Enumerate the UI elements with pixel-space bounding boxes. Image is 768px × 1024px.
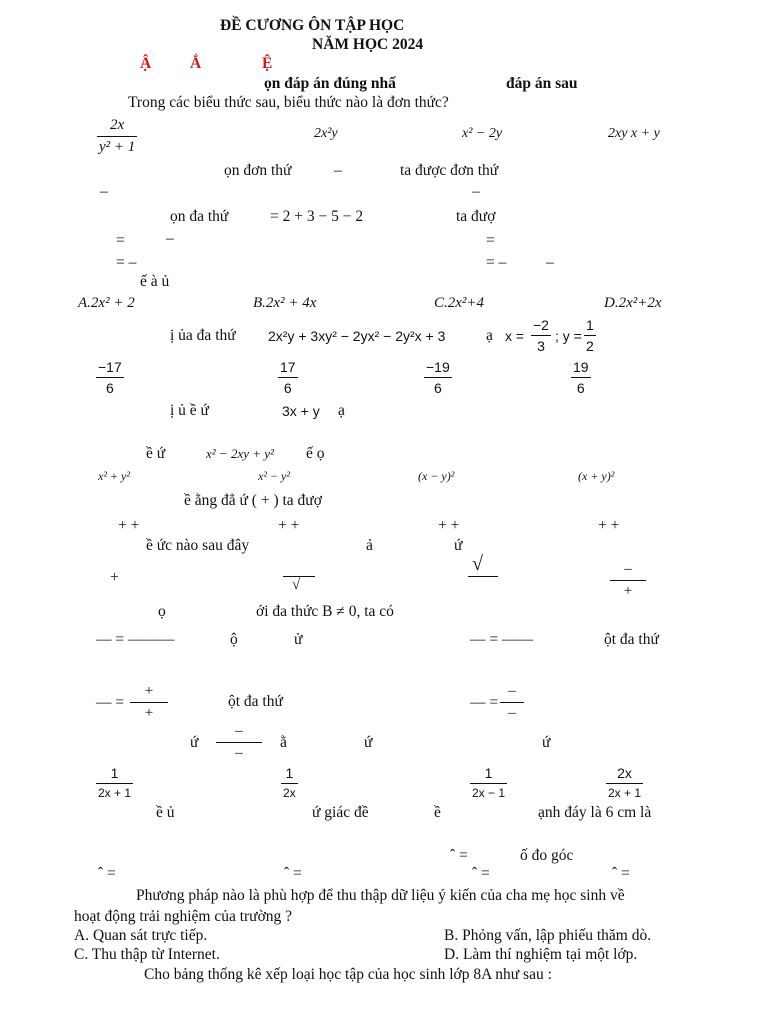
q1-option-c: x² − 2y xyxy=(462,126,503,141)
q10-text-2: ới đa thức B ≠ 0, ta có xyxy=(256,603,394,620)
q11-option-d xyxy=(606,766,643,799)
q9-text-3: ứ xyxy=(454,537,463,554)
q14-option-a: A. Quan sát trực tiếp. xyxy=(74,927,208,944)
q3-option-a-dash: – xyxy=(166,230,174,247)
q11-denominator: – xyxy=(235,745,243,761)
q11-text-2: ằ xyxy=(280,734,287,751)
q10-c-numerator: + xyxy=(130,684,168,703)
q14-option-c: C. Thu thập từ Internet. xyxy=(74,946,220,963)
q12-text-3: ề xyxy=(434,804,441,821)
school-year: NĂM HỌC 2024 xyxy=(312,36,424,53)
q7-option-a: x² + y² xyxy=(98,469,130,483)
q5-c-denominator: 6 xyxy=(433,380,442,396)
q3-option-a: = xyxy=(116,232,125,249)
q11-option-a xyxy=(96,766,133,799)
q5-text: ị ủa đa thứ xyxy=(170,327,236,344)
q12-text: ề ủ xyxy=(156,804,175,821)
q13-option-a: ˆ = xyxy=(98,865,116,882)
q11-text: ứ xyxy=(190,734,199,751)
q9-d-numerator: – xyxy=(610,562,646,581)
instruction-left: ọn đáp án đúng nhấ xyxy=(264,75,396,92)
q1-option-b: 2x²y xyxy=(314,126,338,141)
q14-option-d: D. Làm thí nghiệm tại một lớp. xyxy=(444,946,638,963)
q4-option-a: A.2x² + 2 xyxy=(78,295,135,311)
q5-y-label: ; y = xyxy=(555,328,582,344)
q11-a-denominator: 2x + 1 xyxy=(98,786,132,800)
q11-c-denominator: 2x − 1 xyxy=(472,786,506,800)
q14-text-line-1: Phương pháp nào là phù hợp để thu thập dữ liệu ý kiến của cha mẹ học sinh về xyxy=(136,887,625,904)
q5-x-value xyxy=(531,318,551,353)
q11-text-3: ứ xyxy=(364,734,373,751)
q10-option-d-lhs: — = xyxy=(470,694,499,711)
q7-option-b: x² − y² xyxy=(258,469,290,483)
q3-text-left: ọn đa thứ xyxy=(170,208,229,225)
red-mark-3: Ệ xyxy=(262,55,273,72)
q5-d-numerator: 19 xyxy=(571,360,591,378)
q9-option-c-radical: √ xyxy=(472,553,483,575)
q12-text-2: ứ giác đề xyxy=(312,804,369,821)
q3-option-c: = – xyxy=(116,254,137,271)
q13-option-b: ˆ = xyxy=(284,865,302,882)
q10-c-denominator: + xyxy=(144,705,154,721)
q9-d-denominator: + xyxy=(623,583,633,599)
q4-text: ế à ủ xyxy=(140,273,170,290)
q6-text: ị ủ ề ứ xyxy=(170,402,209,419)
q10-option-c-text: ột đa thứ xyxy=(228,693,283,710)
q5-a-numerator: −17 xyxy=(96,360,124,378)
q9-text: ề ức nào sau đây xyxy=(146,537,250,554)
q2-option-a: – xyxy=(100,183,108,200)
q9-option-d xyxy=(610,562,646,599)
q14-text-line-2: hoạt động trải nghiệm của trường ? xyxy=(74,908,293,925)
q10-option-a-text: ộ xyxy=(230,631,238,648)
q5-a-denominator: 6 xyxy=(105,380,114,396)
q10-option-c-fraction xyxy=(130,684,168,721)
q10-option-a: — = ——— xyxy=(96,631,175,648)
q5-y-value xyxy=(584,318,596,353)
q7-option-c: (x − y)² xyxy=(418,469,455,483)
q11-a-numerator: 1 xyxy=(96,766,133,784)
q9-text-2: ả xyxy=(366,537,373,554)
q13-text: ố đo góc xyxy=(520,847,574,864)
q9-option-a: + xyxy=(110,569,119,586)
q5-b-denominator: 6 xyxy=(283,380,292,396)
q11-c-numerator: 1 xyxy=(470,766,507,784)
q3-option-b: = xyxy=(486,232,495,249)
q2-option-c: – xyxy=(472,183,480,200)
q8-option-b: + + xyxy=(278,517,300,534)
q2-text-right: ta được đơn thứ xyxy=(400,162,499,179)
q1-a-denominator: y² + 1 xyxy=(99,139,136,155)
q3-text-right: ta đượ xyxy=(456,208,496,225)
q5-option-c xyxy=(424,360,452,395)
q8-option-a: + + xyxy=(118,517,140,534)
q6-expression: 3x + y xyxy=(282,403,320,419)
q11-b-denominator: 2x xyxy=(283,786,296,800)
q5-polynomial: 2x²y + 3xy² − 2yx² − 2y²x + 3 xyxy=(268,328,446,344)
doc-title: ĐỀ CƯƠNG ÔN TẬP HỌC xyxy=(220,17,405,34)
q2-text-left: ọn đơn thứ xyxy=(224,162,292,179)
q7-option-d: (x + y)² xyxy=(578,469,615,483)
q5-c-numerator: −19 xyxy=(424,360,452,378)
q5-x-denominator: 3 xyxy=(537,338,545,354)
q14-option-b: B. Phỏng vấn, lập phiếu thăm dò. xyxy=(444,927,652,944)
red-mark-2: Ắ xyxy=(190,55,202,72)
q5-b-numerator: 17 xyxy=(278,360,298,378)
q13-option-c: ˆ = xyxy=(472,865,490,882)
q11-option-b xyxy=(281,766,298,799)
q1-text: Trong các biểu thức sau, biểu thức nào là đơn thức? xyxy=(128,94,449,111)
q7-expression: x² − 2xy + y² xyxy=(206,446,274,461)
q13-option-d: ˆ = xyxy=(612,865,630,882)
q5-y-numerator: 1 xyxy=(584,318,596,336)
q11-numerator: – xyxy=(216,724,262,743)
q10-text: ọ xyxy=(158,603,166,620)
q5-y-denominator: 2 xyxy=(586,338,594,354)
q4-option-c: C.2x²+4 xyxy=(434,295,485,311)
q3-expression: = 2 + 3 − 5 − 2 xyxy=(270,208,364,225)
q3-option-d-dash: – xyxy=(546,254,554,271)
q11-text-4: ứ xyxy=(542,734,551,751)
red-mark-1: Ậ xyxy=(140,55,152,72)
q10-d-denominator: – xyxy=(508,705,516,721)
q11-b-numerator: 1 xyxy=(281,766,298,784)
q11-d-numerator: 2x xyxy=(606,766,643,784)
q15-text: Cho bảng thống kê xếp loại học tập của học sinh lớp 8A như sau : xyxy=(144,966,552,983)
q5-option-a xyxy=(96,360,124,395)
q1-option-a xyxy=(97,118,137,155)
q5-x-label: x = xyxy=(505,328,525,344)
q5-option-b xyxy=(278,360,298,395)
q7-text-2: ế ọ xyxy=(306,445,325,462)
q10-option-c-lhs: — = xyxy=(96,694,125,711)
q11-option-c xyxy=(470,766,507,799)
q1-a-numerator: 2x xyxy=(97,118,137,137)
q8-option-c: + + xyxy=(438,517,460,534)
q12-text-4: ạnh đáy là 6 cm là xyxy=(538,804,652,821)
q10-option-b: — = —— xyxy=(470,631,533,648)
q11-d-denominator: 2x + 1 xyxy=(608,786,642,800)
q13-angle-eq: ˆ = xyxy=(450,847,468,864)
q1-option-d: 2xy x + y xyxy=(608,126,660,141)
q3-option-d: = – xyxy=(486,254,507,271)
q10-option-b-text: ột đa thứ xyxy=(604,631,659,648)
q5-d-denominator: 6 xyxy=(576,380,585,396)
q10-option-d-fraction xyxy=(500,684,524,721)
q9-option-c-fraction-bar xyxy=(468,576,498,577)
q5-x-numerator: −2 xyxy=(531,318,551,336)
q10-d-numerator: – xyxy=(500,684,524,703)
q9-option-b-radical: √ xyxy=(292,577,301,593)
q2-dash: – xyxy=(334,162,342,179)
q8-option-d: + + xyxy=(598,517,620,534)
q11-expression xyxy=(216,724,262,761)
q10-option-a-text-2: ử xyxy=(294,631,303,648)
instruction-right: đáp án sau xyxy=(506,75,578,92)
q6-text-2: ạ xyxy=(338,402,345,419)
q4-option-d: D.2x²+2x xyxy=(604,295,662,311)
q4-option-b: B.2x² + 4x xyxy=(253,295,317,311)
q8-text: ề ằng đẳ ứ ( + ) ta đượ xyxy=(184,492,322,509)
q5-option-d xyxy=(571,360,591,395)
q7-text: ề ứ xyxy=(146,445,166,462)
q5-text-2: ạ xyxy=(486,327,493,344)
